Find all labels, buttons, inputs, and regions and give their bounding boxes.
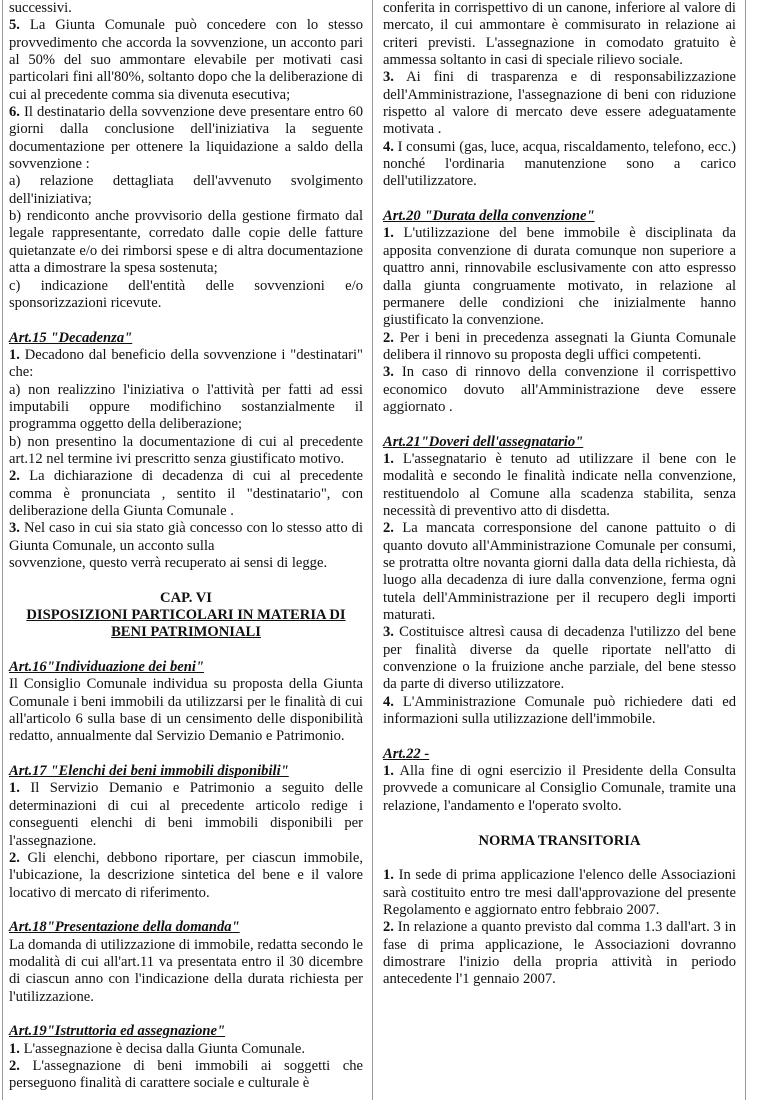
chapter-title: DISPOSIZIONI PARTICOLARI IN MATERIA DI BENI PATRIMONIALI: [26, 607, 346, 641]
paragraph: 1. In sede di prima applicazione l'elenco delle Associazioni sarà costituito entro tre mesi dall'approvazione del presente Regolamento e aggiornato entro febbraio 2007.: [383, 867, 736, 918]
paragraph: successivi.: [9, 0, 72, 16]
paragraph: 1. L'assegnazione è decisa dalla Giunta Comunale.: [9, 1040, 306, 1057]
paragraph: 2. Per i beni in precedenza assegnati la Giunta Comunale delibera il rinnovo su proposta degli uffici competenti.: [383, 329, 736, 363]
paragraph: 2. Gli elenchi, debbono riportare, per ciascun immobile, l'ubicazione, la descrizione sintetica del bene e il valore locativo di mercato di riferimento.: [9, 849, 363, 901]
paragraph: 3. Ai fini di trasparenza e di responsabilizzazione dell'Amministrazione, l'assegnazione di beni con riduzione rispetto al valore di mercato deve essere adeguatamente motivata .: [383, 69, 736, 138]
article-heading: Art.18"Presentazione della domanda": [9, 919, 240, 936]
paragraph: a) non realizzino l'iniziativa o l'attività per fatti ad essi imputabili oppure modifichino sostanzialmente il programma oggetto della deliberazione;: [9, 381, 363, 433]
paragraph: 4. I consumi (gas, luce, acqua, riscaldamento, telefono, ecc.) nonché l'ordinaria manutenzione sono a carico dell'utilizzatore.: [383, 138, 736, 190]
paragraph: 4. L'Amministrazione Comunale può richiedere dati ed informazioni sulla utilizzazione dell'immobile.: [383, 693, 736, 728]
article-heading: Art.15 "Decadenza": [9, 329, 133, 346]
paragraph: sovvenzione, questo verrà recuperato ai sensi di legge.: [9, 555, 328, 571]
paragraph: c) indicazione dell'entità delle sovvenzioni e/o sponsorizzazioni ricevute.: [9, 277, 363, 311]
left-margin-rule: [2, 0, 3, 1100]
paragraph: 1. Decadono dal beneficio della sovvenzione i "destinatari" che:: [9, 346, 363, 381]
article-heading: Art.22 -: [383, 745, 430, 762]
paragraph: 2. La dichiarazione di decadenza di cui al precedente comma è pronunciata , sentito il "destinatario", con deliberazione della Giunta Comunale .: [9, 468, 363, 519]
paragraph: 1. Alla fine di ogni esercizio il Presidente della Consulta provvede a comunicare al Consiglio Comunale, tramite una relazione, l'andamento e l'operato svolto.: [383, 763, 736, 814]
right-margin-rule: [745, 0, 746, 1100]
article-heading: Art.20 "Durata della convenzione": [383, 208, 595, 225]
paragraph: 6. Il destinatario della sovvenzione deve presentare entro 60 giorni dalla conclusione dell'iniziativa la seguente documentazione per ottenere la liquidazione a saldo della sovvenzione :: [9, 104, 363, 173]
article-heading: Art.17 "Elenchi dei beni immobili disponibili": [9, 763, 289, 780]
paragraph: La domanda di utilizzazione di immobile, redatta secondo le modalità di cui all'art.11 va presentata entro il 30 dicembre di ciascun anno con l'indicazione della durata richiesta per l'utilizzazione.: [9, 936, 363, 1005]
paragraph: 2. La mancata corresponsione del canone pattuito o di quanto dovuto all'Amministrazione Comunale per consumi, se protratta oltre novanta giorni dalla data della richiesta, dà luogo alla decadenza di iure dalla convenzione, ferma ogni tutela dell'Amministrazione per il recupero degli importi maturati.: [383, 520, 736, 624]
paragraph: 1. L'utilizzazione del bene immobile è disciplinata da apposita convenzione di durata comunque non superiore a quattro anni, rinnovabile esclusivamente con atto espresso dalla giunta congruamente motivato, in relazione al permanere delle condizioni che inizialmente hanno giustificato la convenzione.: [383, 225, 736, 329]
paragraph: 5. La Giunta Comunale può concedere con lo stesso provvedimento che accorda la sovvenzione, un acconto pari al 50% del suo ammontare elevabile per motivati casi particolari fini all'80%, soltanto dopo che la deliberazione di cui al precedente comma sia divenuta esecutiva;: [9, 17, 363, 103]
right-column: [383, 0, 736, 989]
paragraph: 3. In caso di rinnovo della convenzione il corrispettivo economico dovuto all'Amministrazione deve essere aggiornato .: [383, 364, 736, 415]
paragraph: 3. Costituisce altresì causa di decadenza l'utilizzo del bene per finalità diverse da quelle riportate nell'atto di convenzione o la fruizione anche parziale, del bene stesso da parte di diverso utilizzatore.: [383, 624, 736, 693]
column-divider: [372, 0, 373, 1100]
paragraph: Il Consiglio Comunale individua su proposta della Giunta Comunale i beni immobili da utilizzarsi per le finalità di cui all'articolo 6 sulla base di un censimento delle disponibilità redatto, annualmente dal Servizio Demanio e Patrimonio.: [9, 676, 363, 745]
paragraph: a) relazione dettagliata dell'avvenuto svolgimento dell'iniziativa;: [9, 173, 363, 207]
chapter-number: CAP. VI: [160, 589, 212, 606]
paragraph: conferita in corrispettivo di un canone, inferiore al valore di mercato, il cui ammontare è commisurato in relazione ai criteri previsti. L'assegnazione in comodato gratuito è ammessa soltanto in casi di speciale rilievo sociale.: [383, 0, 736, 69]
paragraph: 2. L'assegnazione di beni immobili ai soggetti che perseguono finalità di carattere sociale e culturale è: [9, 1057, 363, 1092]
left-column: [9, 0, 363, 1093]
paragraph: 2. In relazione a quanto previsto dal comma 1.3 dall'art. 3 in fase di prima applicazione, le Associazioni dovranno dimostrare l'inizio della propria attività in periodo antecedente l'1 gennaio 2007.: [383, 919, 736, 988]
paragraph: 3. Nel caso in cui sia stato già concesso con lo stesso atto di Giunta Comunale, un acconto sulla: [9, 520, 363, 554]
article-heading: Art.21"Doveri dell'assegnatario": [383, 433, 584, 450]
article-heading: Art.16"Individuazione dei beni": [9, 659, 204, 676]
paragraph: b) rendiconto anche provvisorio della gestione firmato dal legale rappresentante, corredato dalle copie delle fatture quietanzate e/o dei rimborsi spese e di altra documentazione atta a dimostrare la spesa sostenuta;: [9, 208, 363, 277]
section-title: NORMA TRANSITORIA: [478, 832, 641, 849]
paragraph: 1. L'assegnatario è tenuto ad utilizzare il bene con le modalità e secondo le finalità indicate nella convenzione, restituendolo al Comune alla scadenza stabilita, senza necessità di preventivo atto di disdetta.: [383, 450, 736, 519]
paragraph: b) non presentino la documentazione di cui al precedente art.12 nel termine ivi prescritto senza giustificato motivo.: [9, 433, 363, 467]
paragraph: 1. Il Servizio Demanio e Patrimonio a seguito delle determinazioni di cui al precedente articolo redige i conseguenti elenchi di beni immobili disponibili per l'assegnazione.: [9, 780, 363, 849]
article-heading: Art.19"Istruttoria ed assegnazione": [9, 1023, 226, 1040]
